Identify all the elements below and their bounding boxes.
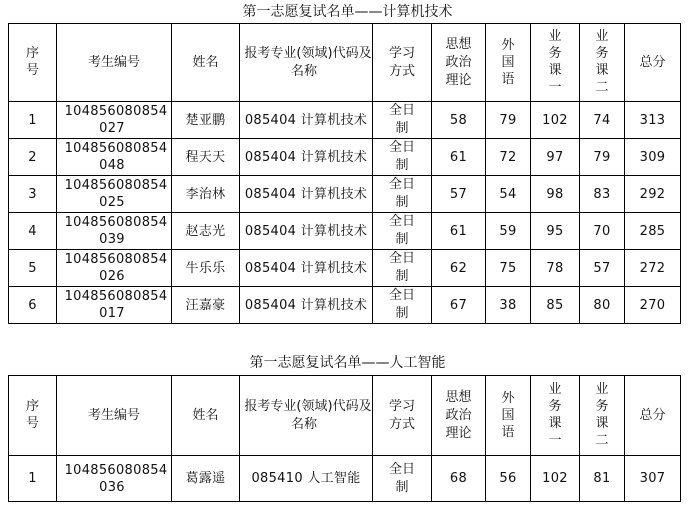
cell-course-two [580, 250, 625, 287]
cell-value: 270 [639, 297, 666, 313]
cell-course-one [531, 139, 580, 176]
cell-value: 68 [449, 471, 468, 486]
cell-study-mode [373, 102, 432, 139]
cell-course-two [580, 139, 625, 176]
cell-value: 全日制 [388, 140, 415, 173]
cell-course-two [580, 456, 625, 502]
cell-course-one [531, 287, 580, 324]
cell-value: 085404 计算机技术 [244, 223, 368, 239]
cell-candidate-id [57, 102, 172, 139]
cell-major [240, 139, 373, 176]
cell-politics [432, 250, 486, 287]
cell-total [625, 287, 681, 324]
cell-value: 70 [593, 223, 611, 239]
cell-value: 54 [499, 186, 517, 202]
column-header-study-mode [373, 376, 432, 456]
cell-value: 全日制 [388, 103, 415, 136]
column-header-course-two [580, 24, 625, 102]
cell-total [625, 176, 681, 213]
roster-table-computer-technology [8, 23, 681, 324]
cell-seq [9, 176, 57, 213]
cell-value: 56 [499, 471, 517, 486]
column-header-label: 业务课二 [595, 29, 609, 95]
cell-value: 赵志光 [185, 223, 226, 239]
cell-value: 85 [546, 297, 564, 313]
cell-value: 102 [542, 471, 568, 486]
cell-value: 104856080854025 [64, 178, 168, 210]
cell-foreign-language [486, 213, 531, 250]
cell-total [625, 139, 681, 176]
table-title-computer-technology: 第一志愿复试名单——计算机技术 [242, 4, 453, 20]
column-header-name [172, 24, 240, 102]
column-header-label: 学习方式 [388, 45, 415, 79]
table-row [9, 139, 681, 176]
cell-value: 309 [639, 149, 666, 165]
cell-study-mode [373, 456, 432, 502]
cell-candidate-id [57, 250, 172, 287]
cell-value: 95 [546, 223, 564, 239]
column-header-foreign-language [486, 376, 531, 456]
cell-value: 1 [28, 471, 37, 486]
column-header-candidate-id [57, 24, 172, 102]
cell-value: 83 [593, 186, 611, 202]
cell-value: 全日制 [388, 251, 415, 284]
column-header-label: 报考专业(领域)代码及名称 [244, 45, 372, 79]
cell-value: 104856080854048 [64, 141, 168, 173]
table-title-artificial-intelligence: 第一志愿复试名单——人工智能 [249, 355, 446, 371]
column-header-label: 总分 [639, 407, 666, 423]
roster-table-artificial-intelligence [8, 375, 681, 502]
cell-foreign-language [486, 250, 531, 287]
header-row [9, 376, 681, 456]
cell-value: 67 [449, 297, 468, 313]
cell-value: 全日制 [388, 288, 415, 321]
column-header-label: 业务课一 [548, 382, 562, 448]
cell-foreign-language [486, 102, 531, 139]
column-header-label: 考生编号 [87, 407, 140, 423]
column-header-label: 业务课一 [548, 29, 562, 95]
column-header-course-one [531, 24, 580, 102]
cell-value: 程天天 [185, 149, 226, 165]
cell-name [172, 456, 240, 502]
header-row [9, 24, 681, 102]
cell-candidate-id [57, 139, 172, 176]
column-header-label: 业务课二 [595, 382, 609, 448]
cell-value: 97 [546, 149, 564, 165]
cell-course-two [580, 102, 625, 139]
column-header-seq [9, 24, 57, 102]
table-row [9, 176, 681, 213]
cell-value: 104856080854036 [64, 462, 168, 495]
cell-total [625, 213, 681, 250]
cell-value: 292 [639, 186, 666, 202]
column-header-seq [9, 376, 57, 456]
column-header-label: 总分 [639, 54, 666, 70]
cell-value: 104856080854027 [64, 104, 168, 136]
cell-course-one [531, 456, 580, 502]
cell-course-two [580, 176, 625, 213]
cell-value: 李治林 [185, 186, 226, 202]
cell-course-two [580, 287, 625, 324]
cell-value: 085404 计算机技术 [244, 112, 368, 128]
cell-value: 78 [546, 260, 564, 276]
column-header-label: 考生编号 [87, 54, 140, 70]
cell-value: 272 [639, 260, 666, 276]
table-row [9, 102, 681, 139]
cell-value: 307 [639, 471, 666, 486]
cell-politics [432, 456, 486, 502]
cell-seq [9, 102, 57, 139]
cell-politics [432, 213, 486, 250]
cell-value: 75 [499, 260, 517, 276]
column-header-politics [432, 24, 486, 102]
column-header-politics [432, 376, 486, 456]
cell-value: 085404 计算机技术 [244, 186, 368, 202]
cell-candidate-id [57, 456, 172, 502]
cell-candidate-id [57, 176, 172, 213]
cell-name [172, 213, 240, 250]
cell-major [240, 102, 373, 139]
cell-major [240, 287, 373, 324]
cell-major [240, 213, 373, 250]
column-header-label: 序号 [25, 46, 39, 78]
cell-seq [9, 139, 57, 176]
cell-study-mode [373, 287, 432, 324]
table-row [9, 287, 681, 324]
cell-value: 57 [593, 260, 611, 276]
cell-value: 313 [639, 112, 666, 128]
cell-value: 全日制 [388, 461, 415, 495]
column-header-course-two [580, 376, 625, 456]
column-header-foreign-language [486, 24, 531, 102]
column-header-label: 学习方式 [388, 398, 415, 432]
cell-name [172, 287, 240, 324]
cell-major [240, 176, 373, 213]
cell-value: 79 [593, 149, 611, 165]
cell-name [172, 139, 240, 176]
cell-value: 3 [28, 186, 37, 202]
cell-value: 085404 计算机技术 [244, 260, 368, 276]
column-header-major [240, 376, 373, 456]
table-row [9, 213, 681, 250]
cell-name [172, 176, 240, 213]
cell-value: 102 [542, 112, 568, 128]
table-row [9, 250, 681, 287]
cell-value: 牛乐乐 [185, 260, 226, 276]
cell-value: 104856080854017 [64, 289, 168, 321]
cell-course-one [531, 102, 580, 139]
cell-value: 72 [499, 149, 517, 165]
cell-value: 104856080854026 [64, 252, 168, 284]
column-header-candidate-id [57, 376, 172, 456]
cell-major [240, 456, 373, 502]
cell-course-one [531, 213, 580, 250]
cell-name [172, 250, 240, 287]
column-header-label: 姓名 [192, 407, 219, 423]
cell-course-one [531, 250, 580, 287]
column-header-label: 序号 [25, 399, 39, 431]
cell-value: 61 [449, 149, 468, 165]
cell-value: 38 [499, 297, 517, 313]
table-row [9, 456, 681, 502]
cell-value: 085404 计算机技术 [244, 297, 368, 313]
column-header-label: 外国语 [501, 390, 515, 440]
cell-name [172, 102, 240, 139]
cell-value: 葛露遥 [185, 471, 226, 486]
cell-value: 57 [449, 186, 468, 202]
cell-course-two [580, 213, 625, 250]
cell-study-mode [373, 176, 432, 213]
cell-value: 81 [593, 471, 611, 486]
cell-value: 98 [546, 186, 564, 202]
cell-study-mode [373, 250, 432, 287]
cell-value: 62 [449, 260, 468, 276]
cell-value: 楚亚鹏 [185, 112, 226, 128]
cell-total [625, 102, 681, 139]
cell-value: 285 [639, 223, 666, 239]
column-header-label: 外国语 [501, 37, 515, 87]
cell-value: 5 [28, 260, 37, 276]
cell-value: 79 [499, 112, 517, 128]
cell-value: 2 [28, 149, 37, 165]
column-header-total [625, 376, 681, 456]
cell-value: 全日制 [388, 177, 415, 210]
cell-value: 80 [593, 297, 611, 313]
cell-foreign-language [486, 139, 531, 176]
column-header-label: 思想政治理论 [445, 389, 472, 441]
cell-value: 085404 计算机技术 [244, 149, 368, 165]
cell-candidate-id [57, 213, 172, 250]
column-header-label: 报考专业(领域)代码及名称 [244, 398, 372, 432]
column-header-total [625, 24, 681, 102]
cell-candidate-id [57, 287, 172, 324]
cell-seq [9, 287, 57, 324]
column-header-label: 姓名 [192, 54, 219, 70]
cell-seq [9, 456, 57, 502]
cell-value: 61 [449, 223, 468, 239]
column-header-course-one [531, 376, 580, 456]
cell-foreign-language [486, 287, 531, 324]
cell-value: 085410 人工智能 [251, 471, 361, 486]
column-header-study-mode [373, 24, 432, 102]
cell-seq [9, 213, 57, 250]
column-header-label: 思想政治理论 [445, 36, 472, 88]
cell-total [625, 456, 681, 502]
cell-value: 59 [499, 223, 517, 239]
cell-value: 74 [593, 112, 611, 128]
cell-value: 6 [28, 297, 37, 313]
cell-politics [432, 102, 486, 139]
cell-value: 1 [28, 112, 37, 128]
cell-value: 全日制 [388, 214, 415, 247]
cell-value: 58 [449, 112, 468, 128]
cell-foreign-language [486, 176, 531, 213]
cell-value: 104856080854039 [64, 215, 168, 247]
cell-politics [432, 287, 486, 324]
cell-study-mode [373, 213, 432, 250]
cell-study-mode [373, 139, 432, 176]
cell-foreign-language [486, 456, 531, 502]
cell-value: 4 [28, 223, 37, 239]
cell-value: 汪嘉豪 [185, 297, 226, 313]
cell-total [625, 250, 681, 287]
column-header-major [240, 24, 373, 102]
cell-major [240, 250, 373, 287]
cell-politics [432, 139, 486, 176]
cell-course-one [531, 176, 580, 213]
cell-seq [9, 250, 57, 287]
column-header-name [172, 376, 240, 456]
cell-politics [432, 176, 486, 213]
